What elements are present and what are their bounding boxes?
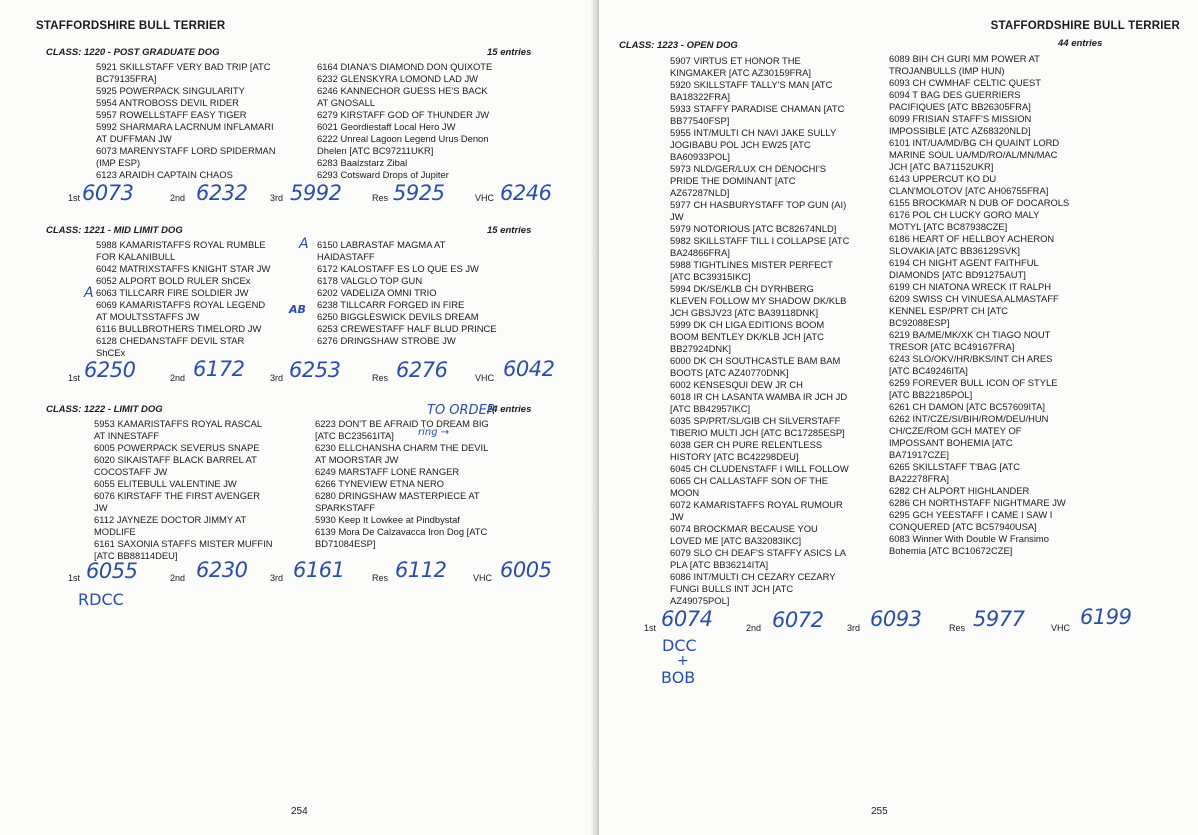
reserve-number: 6276 — [396, 358, 448, 382]
entry-line: 6266 TYNEVIEW ETNA NERO — [315, 478, 445, 489]
entry-line: 6261 CH DAMON [ATC BC57609ITA] — [889, 401, 1045, 412]
reserve: Res — [949, 623, 966, 633]
first-place: 1st — [68, 373, 81, 383]
entry-line: AT INNESTAFF — [94, 430, 160, 441]
entry-line: 5992 SHARMARA LACRNUM INFLAMARI — [96, 121, 274, 132]
running-title: STAFFORDSHIRE BULL TERRIER — [990, 20, 1180, 32]
vhc: VHC — [475, 193, 495, 203]
entry-line: 6161 SAXONIA STAFFS MISTER MUFFIN — [94, 538, 273, 549]
class-title: CLASS: 1221 - MID LIMIT DOG — [46, 225, 183, 236]
entry-line: 6246 KANNECHOR GUESS HE'S BACK — [317, 85, 488, 96]
entry-line: TRESOR [ATC BC49167FRA] — [889, 341, 1015, 352]
right-page — [599, 0, 1198, 835]
second-place-number: 6172 — [193, 357, 245, 381]
third-place-number: 5992 — [290, 181, 342, 205]
entry-line: 6123 ARAIDH CAPTAIN CHAOS — [96, 169, 233, 180]
first-place: 1st — [68, 573, 81, 583]
entry-count: 24 entries — [487, 404, 532, 415]
running-title: STAFFORDSHIRE BULL TERRIER — [36, 20, 226, 32]
entry-line: BOOTS [ATC AZ40770DNK] — [670, 367, 789, 378]
entry-line: 5955 INT/MULTI CH NAVI JAKE SULLY — [670, 127, 837, 138]
entry-line: 6086 INT/MULTI CH CEZARY CEZARY — [670, 571, 836, 582]
entry-line: 6042 MATRIXSTAFFS KNIGHT STAR JW — [96, 263, 271, 274]
entry-line: 6005 POWERPACK SEVERUS SNAPE — [94, 442, 260, 453]
entry-line: 5994 DK/SE/KLB CH DYRHBERG — [670, 283, 814, 294]
entry-line: PRIDE THE DOMINANT [ATC — [670, 175, 796, 186]
third-place: 3rd — [847, 623, 861, 633]
entry-line: 5988 KAMARISTAFFS ROYAL RUMBLE — [96, 239, 266, 250]
class-title: CLASS: 1223 - OPEN DOG — [619, 40, 738, 51]
entry-line: KLEVEN FOLLOW MY SHADOW DK/KLB — [670, 295, 847, 306]
reserve: Res — [372, 193, 389, 203]
entry-line: 6073 MARENYSTAFF LORD SPIDERMAN — [96, 145, 276, 156]
entry-line: 6194 CH NIGHT AGENT FAITHFUL — [889, 257, 1039, 268]
entry-line: JCH GBSJV23 [ATC BA39118DNK] — [670, 307, 819, 318]
entry-line: 6293 Cotsward Drops of Jupiter — [317, 169, 449, 180]
entry-line: 6259 FOREVER BULL ICON OF STYLE — [889, 377, 1058, 388]
entry-line: MOON — [670, 487, 700, 498]
entry-line: MARINE SOUL UA/MD/RO/AL/MN/MAC — [889, 149, 1058, 160]
entry-line: JW — [670, 211, 684, 222]
first-place-number: 6073 — [82, 181, 134, 205]
third-place: 3rd — [270, 573, 284, 583]
second-place: 2nd — [746, 623, 762, 633]
vhc-number: 6199 — [1080, 605, 1132, 629]
entry-line: 5930 Keep It Lowkee at Pindbystaf — [315, 514, 460, 525]
third-place-number: 6161 — [293, 558, 345, 582]
entry-line: 6199 CH NIATONA WRECK IT RALPH — [889, 281, 1052, 292]
entry-line: AT MOORSTAR JW — [315, 454, 399, 465]
vhc-number: 6005 — [500, 558, 552, 582]
entry-line: 5982 SKILLSTAFF TILL I COLLAPSE [ATC — [670, 235, 850, 246]
entry-line: [ATC BC39315IKC] — [670, 271, 751, 282]
entry-line: HAIDASTAFF — [317, 251, 375, 262]
entry-line: BOOM BENTLEY DK/KLB JCH [ATC — [670, 331, 824, 342]
entry-line: 6074 BROCKMAR BECAUSE YOU — [670, 523, 818, 534]
entry-line: 6283 Baalzstarz Zibal — [317, 157, 408, 168]
third-place-number: 6093 — [870, 607, 922, 631]
bob-note: BOB — [661, 668, 696, 687]
entry-line: CONQUERED [ATC BC57940USA] — [889, 521, 1037, 532]
entry-line: 5920 SKILLSTAFF TALLY'S MAN [ATC — [670, 79, 833, 90]
entry-line: AT GNOSALL — [317, 97, 376, 108]
reserve-number: 6112 — [395, 558, 447, 582]
entry-column — [670, 55, 885, 607]
entry-line: 6069 KAMARISTAFFS ROYAL LEGEND — [96, 299, 266, 310]
class-title: CLASS: 1220 - POST GRADUATE DOG — [46, 47, 220, 58]
entry-line: JCH [ATC BA71152UKR] — [889, 161, 994, 172]
entry-column — [317, 239, 547, 347]
entry-line: 6093 CH CWMHAF CELTIC QUEST — [889, 77, 1041, 88]
first-place-number: 6055 — [86, 559, 138, 583]
entry-line: 6250 BIGGLESWICK DEVILS DREAM — [317, 311, 479, 322]
entry-line: MOTYL [ATC BC87938CZE] — [889, 221, 1008, 232]
entry-line: 6202 VADELIZA OMNI TRIO — [317, 287, 437, 298]
entry-line: CLAN'MOLOTOV [ATC AH06755FRA] — [889, 185, 1049, 196]
entry-line: 6052 ALPORT BOLD RULER ShCEx — [96, 275, 251, 286]
entry-line: 6000 DK CH SOUTHCASTLE BAM BAM — [670, 355, 841, 366]
entry-column — [315, 418, 545, 550]
entry-line: 6083 Winner With Double W Fransimo — [889, 533, 1049, 544]
second-place-number: 6232 — [196, 181, 248, 205]
second-place: 2nd — [170, 373, 186, 383]
reserve: Res — [372, 373, 389, 383]
entry-line: [ATC BB22185POL] — [889, 389, 973, 400]
entry-line: BB77540FSP] — [670, 115, 730, 126]
entry-line: 5954 ANTROBOSS DEVIL RIDER — [96, 97, 239, 108]
reserve: Res — [372, 573, 389, 583]
entry-line: 6035 SP/PRT/SL/GIB CH SILVERSTAFF — [670, 415, 841, 426]
entry-column — [317, 61, 547, 181]
entry-line: 6089 BIH CH GURI MM POWER AT — [889, 53, 1040, 64]
vhc-number: 6042 — [503, 357, 555, 381]
entry-line: 6253 CREWESTAFF HALF BLUD PRINCE — [317, 323, 497, 334]
entry-line: 6143 UPPERCUT KO DU — [889, 173, 997, 184]
entry-count: 15 entries — [487, 225, 532, 236]
to-order-note: TO ORDER — [427, 403, 496, 418]
entry-line: 5977 CH HASBURYSTAFF TOP GUN (AI) — [670, 199, 847, 210]
entry-line: Bohemia [ATC BC10672CZE] — [889, 545, 1013, 556]
entry-line: COCOSTAFF JW — [94, 466, 168, 477]
entry-line: SLOVAKIA [ATC BB36129SVK] — [889, 245, 1020, 256]
entry-line: 6286 CH NORTHSTAFF NIGHTMARE JW — [889, 497, 1066, 508]
entry-line: 5921 SKILLSTAFF VERY BAD TRIP [ATC — [96, 61, 271, 72]
entry-line: 6101 INT/UA/MD/BG CH QUAINT LORD — [889, 137, 1060, 148]
entry-line: JW — [94, 502, 108, 513]
entry-line: 6295 GCH YEESTAFF I CAME I SAW I — [889, 509, 1053, 520]
second-place-number: 6072 — [772, 608, 824, 632]
absent-mark: A — [84, 285, 94, 301]
entry-line: 6276 DRINGSHAW STROBE JW — [317, 335, 456, 346]
entry-line: PACIFIQUES [ATC BB26305FRA] — [889, 101, 1031, 112]
entry-line: 6018 IR CH LASANTA WAMBA IR JCH JD — [670, 391, 848, 402]
entry-line: 6262 INT/CZE/SI/BIH/ROM/DEU/HUN — [889, 413, 1049, 424]
second-place: 2nd — [170, 193, 186, 203]
entry-column — [889, 53, 1104, 557]
entry-line: 5953 KAMARISTAFFS ROYAL RASCAL — [94, 418, 263, 429]
entry-line: 6139 Mora De Calzavacca Iron Dog [ATC — [315, 526, 488, 537]
entry-line: 6055 ELITEBULL VALENTINE JW — [94, 478, 237, 489]
entry-line: 6230 ELLCHANSHA CHARM THE DEVIL — [315, 442, 489, 453]
entry-line: 6045 CH CLUDENSTAFF I WILL FOLLOW — [670, 463, 849, 474]
entry-line: 5907 VIRTUS ET HONOR THE — [670, 55, 801, 66]
entry-line: JW — [670, 511, 684, 522]
entry-line: BA18322FRA] — [670, 91, 730, 102]
entry-line: 6279 KIRSTAFF GOD OF THUNDER JW — [317, 109, 490, 120]
entry-line: BA71917CZE] — [889, 449, 949, 460]
first-place: 1st — [644, 623, 657, 633]
entry-line: AZ49075POL] — [670, 595, 730, 606]
entry-line: SPARKSTAFF — [315, 502, 376, 513]
third-place: 3rd — [270, 193, 284, 203]
entry-line: 5933 STAFFY PARADISE CHAMAN [ATC — [670, 103, 845, 114]
entry-line: 6002 KENSESQUI DEW JR CH — [670, 379, 803, 390]
entry-line: 6178 VALGLO TOP GUN — [317, 275, 423, 286]
ring-arrow-note: ring → — [418, 427, 450, 438]
entry-line: 6243 SLO/OKV/HR/BKS/INT CH ARES — [889, 353, 1053, 364]
page-number: 254 — [291, 806, 308, 817]
entry-line: 6072 KAMARISTAFFS ROYAL RUMOUR — [670, 499, 843, 510]
entry-line: 6164 DIANA'S DIAMOND DON QUIXOTE — [317, 61, 493, 72]
entry-line: AT MOULTSSTAFFS JW — [96, 311, 200, 322]
entry-line: BA60933POL] — [670, 151, 730, 162]
third-place-number: 6253 — [289, 358, 341, 382]
entry-line: 6249 MARSTAFF LONE RANGER — [315, 466, 460, 477]
entry-line: BA24866FRA] — [670, 247, 730, 258]
entry-line: IMPOSSIBLE [ATC AZ68320NLD] — [889, 125, 1031, 136]
absent-mark: AB — [289, 303, 306, 316]
entry-line: 6099 FRISIAN STAFF'S MISSION — [889, 113, 1032, 124]
entry-line: HISTORY [ATC BC42298DEU] — [670, 451, 799, 462]
entry-line: 6094 T BAG DES GUERRIERS — [889, 89, 1021, 100]
entry-line: 6209 SWISS CH VINUESA ALMASTAFF — [889, 293, 1059, 304]
entry-line: 6265 SKILLSTAFF T'BAG [ATC — [889, 461, 1021, 472]
entry-line: BC79135FRA] — [96, 73, 157, 84]
vhc-number: 6246 — [500, 181, 552, 205]
entry-column — [96, 239, 311, 359]
entry-line: 6079 SLO CH DEAF'S STAFFY ASICS LA — [670, 547, 846, 558]
entry-line: 6282 CH ALPORT HIGHLANDER — [889, 485, 1030, 496]
entry-line: 5988 TIGHTLINES MISTER PERFECT — [670, 259, 833, 270]
entry-line: 6280 DRINGSHAW MASTERPIECE AT — [315, 490, 480, 501]
entry-line: 6038 GER CH PURE RELENTLESS — [670, 439, 823, 450]
entry-line: 6219 BA/ME/MK/XK CH TIAGO NOUT — [889, 329, 1051, 340]
page-number: 255 — [871, 806, 888, 817]
entry-line: FOR KALANIBULL — [96, 251, 176, 262]
entry-line: 5925 POWERPACK SINGULARITY — [96, 85, 245, 96]
second-place: 2nd — [170, 573, 186, 583]
absent-mark: A — [299, 236, 309, 252]
entry-line: TROJANBULLS (IMP HUN) — [889, 65, 1005, 76]
rdcc-note: RDCC — [78, 590, 124, 609]
second-place-number: 6230 — [196, 558, 248, 582]
entry-line: BD71084ESP] — [315, 538, 376, 549]
entry-line: 5973 NLD/GER/LUX CH DENOCHI'S — [670, 163, 827, 174]
entry-line: 6172 KALOSTAFF ES LO QUE ES JW — [317, 263, 479, 274]
entry-line: 6020 SIKAISTAFF BLACK BARREL AT — [94, 454, 257, 465]
entry-line: 6128 CHEDANSTAFF DEVIL STAR — [96, 335, 245, 346]
entry-line: 6065 CH CALLASTAFF SON OF THE — [670, 475, 829, 486]
vhc: VHC — [473, 573, 493, 583]
entry-line: FUNGI BULLS INT JCH [ATC — [670, 583, 794, 594]
plus-note: + — [677, 653, 689, 669]
first-place: 1st — [68, 193, 81, 203]
left-page — [0, 0, 597, 835]
entry-line: MODLIFE — [94, 526, 136, 537]
entry-line: 5957 ROWELLSTAFF EASY TIGER — [96, 109, 247, 120]
entry-line: BB27924DNK] — [670, 343, 731, 354]
entry-line: 6186 HEART OF HELLBOY ACHERON — [889, 233, 1055, 244]
vhc: VHC — [1051, 623, 1071, 633]
vhc: VHC — [475, 373, 495, 383]
entry-count: 44 entries — [1058, 38, 1103, 49]
entry-line: 6150 LABRASTAF MAGMA AT — [317, 239, 446, 250]
entry-line: BC92088ESP] — [889, 317, 950, 328]
reserve-number: 5925 — [393, 181, 445, 205]
entry-line: 6238 TILLCARR FORGED IN FIRE — [317, 299, 465, 310]
entry-column — [94, 418, 309, 562]
entry-line: 6021 Geordiestaff Local Hero JW — [317, 121, 456, 132]
entry-line: 6232 GLENSKYRA LOMOND LAD JW — [317, 73, 478, 84]
entry-line: JOGIBABU POL JCH EW25 [ATC — [670, 139, 811, 150]
class-title: CLASS: 1222 - LIMIT DOG — [46, 404, 163, 415]
entry-line: 6112 JAYNEZE DOCTOR JIMMY AT — [94, 514, 247, 525]
entry-line: ShCEx — [96, 347, 126, 358]
entry-line: CH/CZE/ROM GCH MATEY OF — [889, 425, 1022, 436]
dcc-note: DCC — [662, 636, 697, 655]
entry-line: IMPOSSANT BOHEMIA [ATC — [889, 437, 1013, 448]
entry-line: AZ67287NLD] — [670, 187, 730, 198]
reserve-number: 5977 — [973, 607, 1025, 631]
entry-line: [ATC BC23561ITA] — [315, 430, 394, 441]
first-place-number: 6074 — [661, 607, 713, 631]
entry-line: 5999 DK CH LIGA EDITIONS BOOM — [670, 319, 825, 330]
entry-line: AT DUFFMAN JW — [96, 133, 172, 144]
entry-line: PLA [ATC BB36214ITA] — [670, 559, 769, 570]
entry-line: 6155 BROCKMAR N DUB OF DOCAROLS — [889, 197, 1070, 208]
entry-line: 5979 NOTORIOUS [ATC BC82674NLD] — [670, 223, 837, 234]
entry-line: 6063 TILLCARR FIRE SOLDIER JW — [96, 287, 249, 298]
entry-line: BA22278FRA] — [889, 473, 949, 484]
entry-line: LOVED ME [ATC BA32083IKC] — [670, 535, 802, 546]
entry-line: [ATC BC49246ITA] — [889, 365, 968, 376]
entry-line: KENNEL ESP/PRT CH [ATC — [889, 305, 1008, 316]
entry-line: (IMP ESP) — [96, 157, 141, 168]
entry-line: 6176 POL CH LUCKY GORO MALY — [889, 209, 1040, 220]
entry-column — [96, 61, 311, 181]
entry-line: 6076 KIRSTAFF THE FIRST AVENGER — [94, 490, 261, 501]
entry-line: [ATC BB42957IKC] — [670, 403, 751, 414]
entry-line: KINGMAKER [ATC AZ30159FRA] — [670, 67, 812, 78]
entry-line: DIAMONDS [ATC BD91275AUT] — [889, 269, 1026, 280]
third-place: 3rd — [270, 373, 284, 383]
first-place-number: 6250 — [84, 358, 136, 382]
entry-line: 6223 DON'T BE AFRAID TO DREAM BIG — [315, 418, 489, 429]
entry-line: 6222 Unreal Lagoon Legend Urus Denon — [317, 133, 489, 144]
entry-line: TIBERIO MULTI JCH [ATC BC17285ESP] — [670, 427, 845, 438]
entry-line: [ATC BB88114DEU] — [94, 550, 178, 561]
entry-line: Dhelen [ATC BC97211UKR] — [317, 145, 434, 156]
entry-line: 6116 BULLBROTHERS TIMELORD JW — [96, 323, 262, 334]
entry-count: 15 entries — [487, 47, 532, 58]
